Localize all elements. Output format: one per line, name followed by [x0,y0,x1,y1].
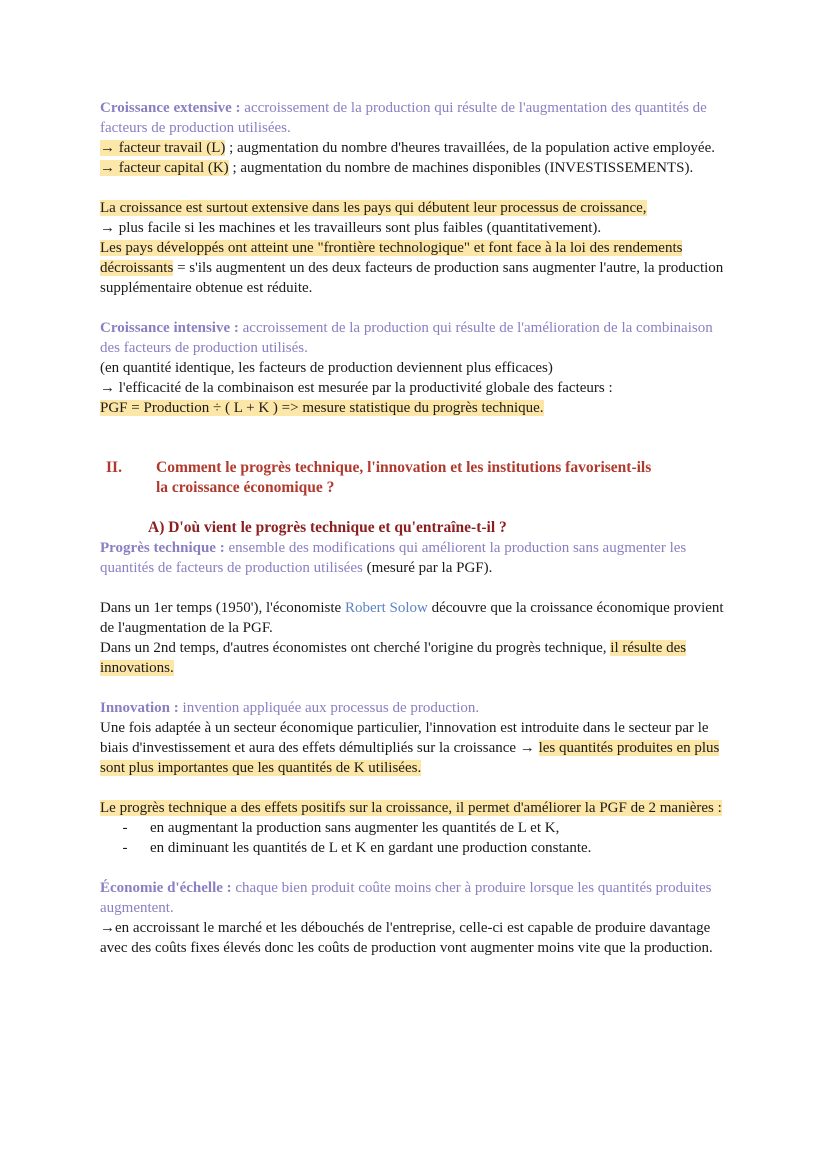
definition-text: ensemble des modifications qui améliorent la production sans augmenter les quantités de facteurs de production utilisées [100,540,687,576]
innovation-paragraph [100,718,725,778]
developed-countries-line [100,238,725,298]
highlight-innovations: il résulte des innovations. [100,640,687,676]
highlight-quantites-produites: les quantités produites en plus sont plus importantes que les quantités de K utilisées. [100,740,720,776]
definition-text: accroissement de la production qui résulte de l'augmentation des quantités de facteurs de production utilisées. [100,100,707,136]
term-progres-technique: Progrès technique : [100,540,225,556]
section-number: II. [106,459,122,476]
easier-line: → plus facile si les machines et les travailleurs sont plus faibles (quantitativement). [100,220,602,236]
term-croissance-extensive: Croissance extensive : [100,100,241,116]
list-item [100,818,725,838]
rendements-text: = s'ils augmentent un des deux facteurs de production sans augmenter l'autre, la production supplémentaire obtenue est réduite. [100,260,724,296]
list-dash: - [122,840,128,856]
highlight-pgf-formula: PGF = Production ÷ ( L + K ) => mesure statistique du progrès technique. [100,400,544,416]
section-title: Comment le progrès technique, l'innovation et les institutions favorisent-ils la croissance économique ? [156,459,652,496]
pgf-note: (mesuré par la PGF). [362,560,493,576]
intensive-note: (en quantité identique, les facteurs de production deviennent plus efficaces) [100,360,553,376]
list-item [100,838,725,858]
solow-paragraph [100,598,725,638]
document-content [100,98,725,958]
factor-capital-line [100,158,725,178]
pgf-formula-line [100,398,725,418]
solow-text-b: découvre que la croissance économique provient de l'augmentation de la PGF. [100,600,724,636]
economie-echelle-paragraph: →en accroissant le marché et les débouchés de l'entreprise, celle-ci est capable de produire davantage avec des coûts fixes élevés donc les coûts de production vont augmenter moins vite que la production. [100,920,713,956]
list-item-text: en augmentant la production sans augmenter les quantités de L et K, [150,820,560,836]
factor-labor-line [100,138,725,158]
definition-economie-echelle [100,878,725,918]
definition-progres-technique [100,538,725,578]
highlight-facteur-travail: → facteur travail (L) [100,140,226,156]
highlight-facteur-capital: → facteur capital (K) [100,160,229,176]
extensive-countries-line [100,198,725,218]
effects-line [100,798,725,818]
definition-intensive [100,318,725,358]
term-economie-echelle: Économie d'échelle : [100,880,232,896]
term-croissance-intensive: Croissance intensive : [100,320,239,336]
innovation-origin-line [100,638,725,678]
term-innovation: Innovation : [100,700,179,716]
definition-extensive [100,98,725,138]
subsection-heading-a: A) D'où vient le progrès technique et qu'entraîne-t-il ? [148,519,507,536]
effects-list [100,818,725,858]
definition-text: chaque bien produit coûte moins cher à produire lorsque les quantités produites augmentent. [100,880,712,916]
definition-text: invention appliquée aux processus de production. [178,700,480,716]
factor-labor-text: ; augmentation du nombre d'heures travaillées, de la population active employée. [225,140,715,156]
factor-capital-text: ; augmentation du nombre de machines disponibles (INVESTISSEMENTS). [228,160,694,176]
intensive-measure: → l'efficacité de la combinaison est mesurée par la productivité globale des facteurs : [100,380,613,396]
highlight-effets-positifs: Le progrès technique a des effets positifs sur la croissance, il permet d'améliorer la PGF de 2 manières : [100,800,722,816]
robert-solow-link[interactable]: Robert Solow [344,600,428,616]
section-heading-ii [100,458,725,498]
list-dash: - [122,820,128,836]
solow-text-a: Dans un 1er temps (1950'), l'économiste [100,600,345,616]
highlight-frontiere-technologique: Les pays développés ont atteint une "frontière technologique" et font face à la loi des rendements décroissants [100,240,683,276]
innovation-text: Une fois adaptée à un secteur économique particulier, l'innovation est introduite dans le secteur par le biais d'investissement et aura des effets démultipliés sur la croissance → [100,720,709,756]
list-item-text: en diminuant les quantités de L et K en gardant une production constante. [150,840,592,856]
definition-text: accroissement de la production qui résulte de l'amélioration de la combinaison des facteurs de production utilisés. [100,320,713,356]
highlight-extensive-countries: La croissance est surtout extensive dans les pays qui débutent leur processus de croissance, [100,200,647,216]
origin-text: Dans un 2nd temps, d'autres économistes ont cherché l'origine du progrès technique, [100,640,611,656]
definition-innovation [100,698,725,718]
